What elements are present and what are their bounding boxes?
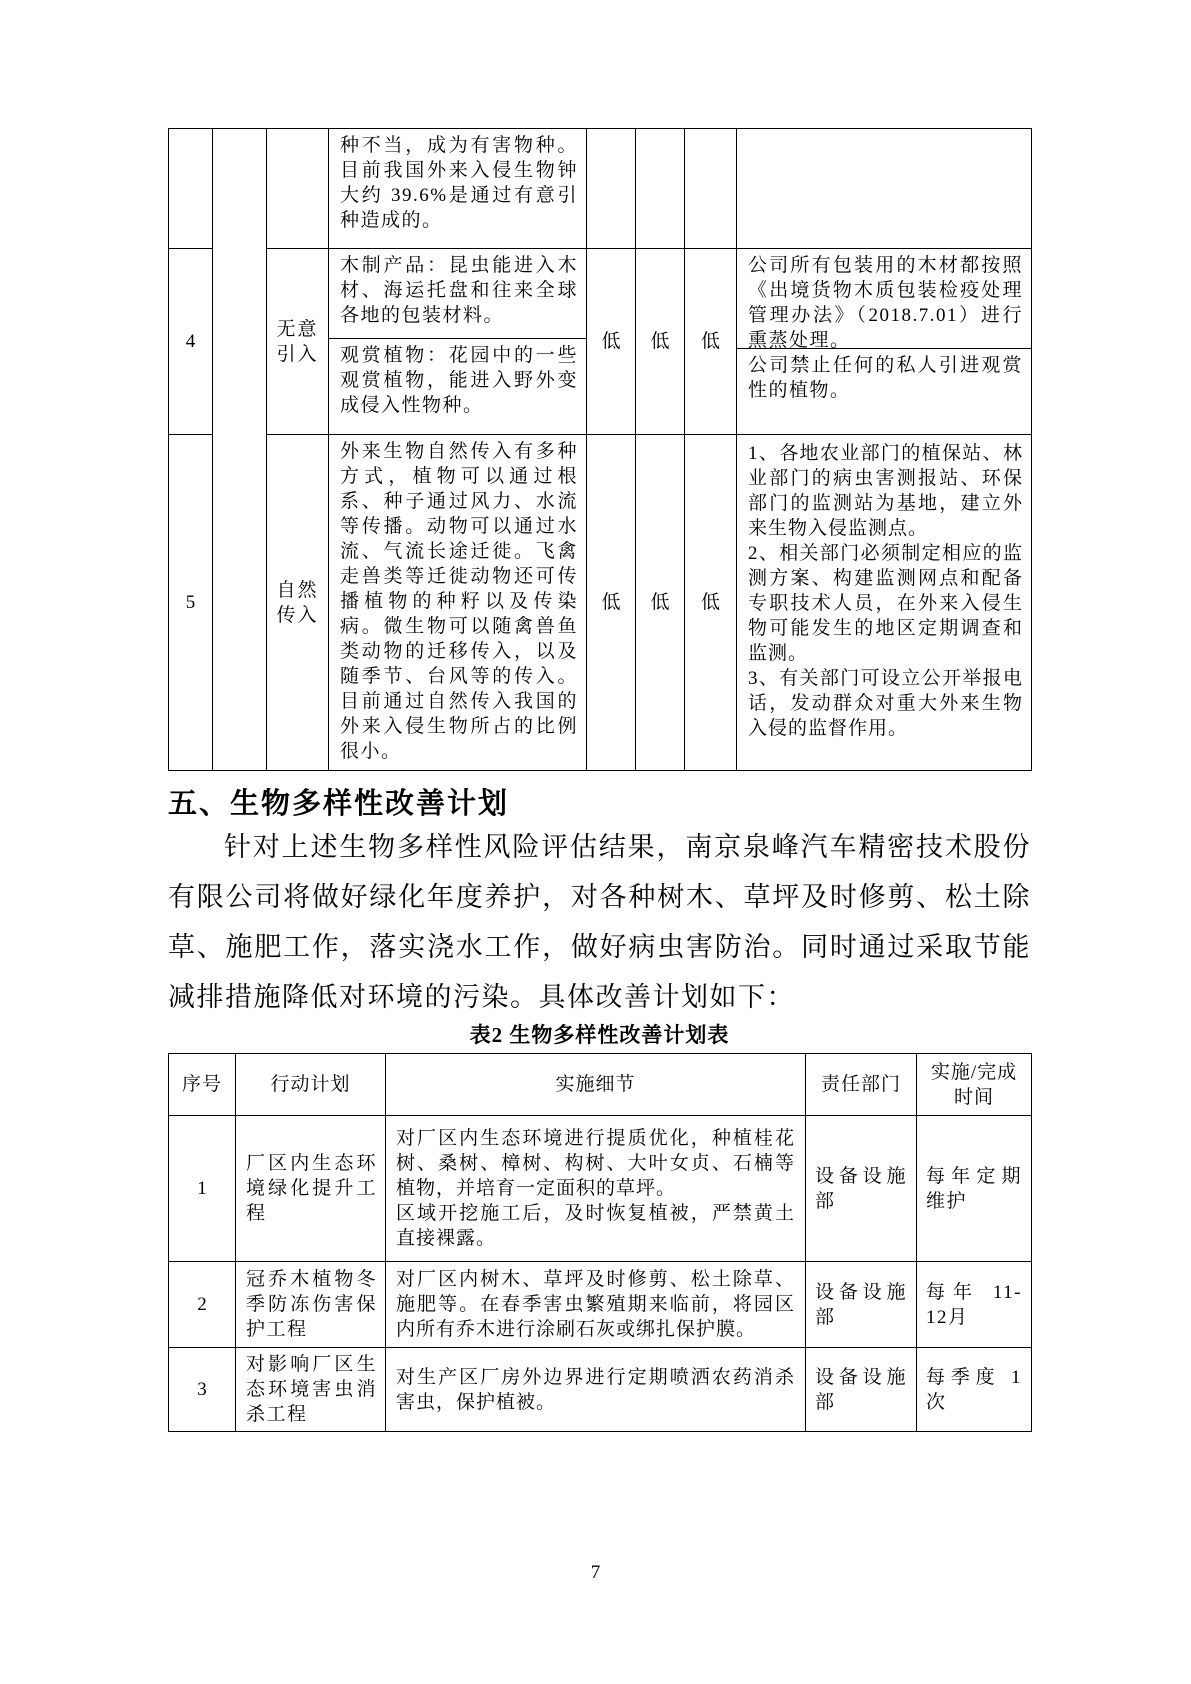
table-row-4 [169, 249, 1032, 435]
detail-cell [386, 1116, 806, 1262]
row-number-cell-empty [169, 129, 213, 249]
header-implementation-detail: 实施细节 [386, 1054, 806, 1116]
detail-paragraph: 区域开挖施工后，及时恢复植被，严禁黄土直接裸露。 [396, 1203, 795, 1249]
body-paragraph: 针对上述生物多样性风险评估结果，南京泉峰汽车精密技术股份有限公司将做好绿化年度养护，对各种树木、草坪及时修剪、松土除草、施肥工作，落实浇水工作，做好病虫害防治。同时通过采取节能减排措施降低对环境的污染。具体改善计划如下： [168, 832, 1031, 1012]
seq-cell: 1 [169, 1116, 236, 1262]
row-number-cell: 5 [169, 435, 213, 771]
header-action-plan: 行动计划 [236, 1054, 386, 1116]
time-cell: 每年定期维护 [917, 1116, 1032, 1262]
description-split-cell [329, 249, 587, 435]
header-seq: 序号 [169, 1054, 236, 1116]
dept-cell: 设备设施部 [806, 1348, 917, 1432]
table-row-continuation [169, 129, 1032, 249]
measure-sub-a: 公司所有包装用的木材都按照《出境货物木质包装检疫处理管理办法》（2018.7.01）进行熏蒸处理。 [737, 249, 1031, 349]
detail-paragraph: 对厂区内生态环境进行提质优化，种植桂花树、桑树、樟树、构树、大叶女贞、石楠等植物，并培育一定面积的草坪。 [396, 1128, 795, 1199]
table-row-5 [169, 435, 1032, 771]
measure-item-3: 3、有关部门可设立公开举报电话，发动群众对重大外来生物入侵的监督作用。 [748, 668, 1023, 739]
dept-cell: 设备设施部 [806, 1116, 917, 1262]
measures-cell-empty [737, 129, 1032, 249]
time-cell: 每年 11-12月 [917, 1262, 1032, 1348]
plan-cell: 厂区内生态环境绿化提升工程 [236, 1116, 386, 1262]
seq-cell: 3 [169, 1348, 236, 1432]
table2-caption: 表2 生物多样性改善计划表 [469, 1023, 730, 1047]
level-cell: 低 [587, 435, 636, 771]
seq-cell: 2 [169, 1262, 236, 1348]
detail-paragraph: 对厂区内树木、草坪及时修剪、松土除草、施肥等。在春季害虫繁殖期来临前，将园区内所有乔木进行涂刷石灰或绑扎保护膜。 [396, 1269, 795, 1340]
level-cell: 低 [636, 435, 685, 771]
level-cell: 低 [685, 249, 737, 435]
description-cell: 外来生物自然传入有多种方式，植物可以通过根系、种子通过风力、水流等传播。动物可以通过水流、气流长途迁徙。飞禽走兽类等迁徙动物还可传播植物的种籽以及传染病。微生物可以随禽兽鱼类动物的迁移传入，以及随季节、台风等的传入。目前通过自然传入我国的外来入侵生物所占的比例很小。 [329, 435, 587, 771]
page-number: 7 [590, 1562, 601, 1583]
measures-split-cell [737, 249, 1032, 435]
detail-cell [386, 1262, 806, 1348]
time-cell: 每季度 1次 [917, 1348, 1032, 1432]
type-cell-empty [267, 129, 329, 249]
measure-item-1: 1、各地农业部门的植保站、林业部门的病虫害测报站、环保部门的监测站为基地，建立外来生物入侵监测点。 [748, 443, 1023, 539]
measures-cell [737, 435, 1032, 771]
category-cell-merged-empty [213, 129, 267, 771]
type-cell: 无意引入 [267, 249, 329, 435]
row-number-cell: 4 [169, 249, 213, 435]
table2-header-row [169, 1054, 1032, 1116]
detail-paragraph: 对生产区厂房外边界进行定期喷洒农药消杀害虫，保护植被。 [396, 1366, 795, 1413]
type-cell: 自然传入 [267, 435, 329, 771]
description-sub-a: 木制产品：昆虫能进入木材、海运托盘和往来全球各地的包装材料。 [329, 249, 586, 339]
level-cell-empty [587, 129, 636, 249]
detail-cell [386, 1348, 806, 1432]
risk-assessment-table [168, 128, 1032, 771]
measure-sub-b: 公司禁止任何的私人引进观赏性的植物。 [748, 355, 1023, 401]
dept-cell: 设备设施部 [806, 1262, 917, 1348]
level-cell: 低 [685, 435, 737, 771]
table2-row [169, 1262, 1032, 1348]
level-cell: 低 [587, 249, 636, 435]
improvement-plan-table [168, 1053, 1032, 1432]
table2-row [169, 1116, 1032, 1262]
section-heading: 五、生物多样性改善计划 [168, 788, 510, 820]
header-completion-time: 实施/完成时间 [917, 1054, 1032, 1116]
level-cell-empty [685, 129, 737, 249]
plan-cell: 对影响厂区生态环境害虫消杀工程 [236, 1348, 386, 1432]
description-cell: 种不当，成为有害物种。目前我国外来入侵生物钟大约 39.6%是通过有意引种造成的。 [329, 129, 587, 249]
level-cell: 低 [636, 249, 685, 435]
level-cell-empty [636, 129, 685, 249]
table2-row [169, 1348, 1032, 1432]
header-responsible-dept: 责任部门 [806, 1054, 917, 1116]
measure-item-2: 2、相关部门必须制定相应的监测方案、构建监测网点和配备专职技术人员，在外来入侵生物可能发生的地区定期调查和监测。 [748, 543, 1023, 664]
plan-cell: 冠乔木植物冬季防冻伤害保护工程 [236, 1262, 386, 1348]
description-sub-b: 观赏植物：花园中的一些观赏植物，能进入野外变成侵入性物种。 [340, 345, 578, 416]
